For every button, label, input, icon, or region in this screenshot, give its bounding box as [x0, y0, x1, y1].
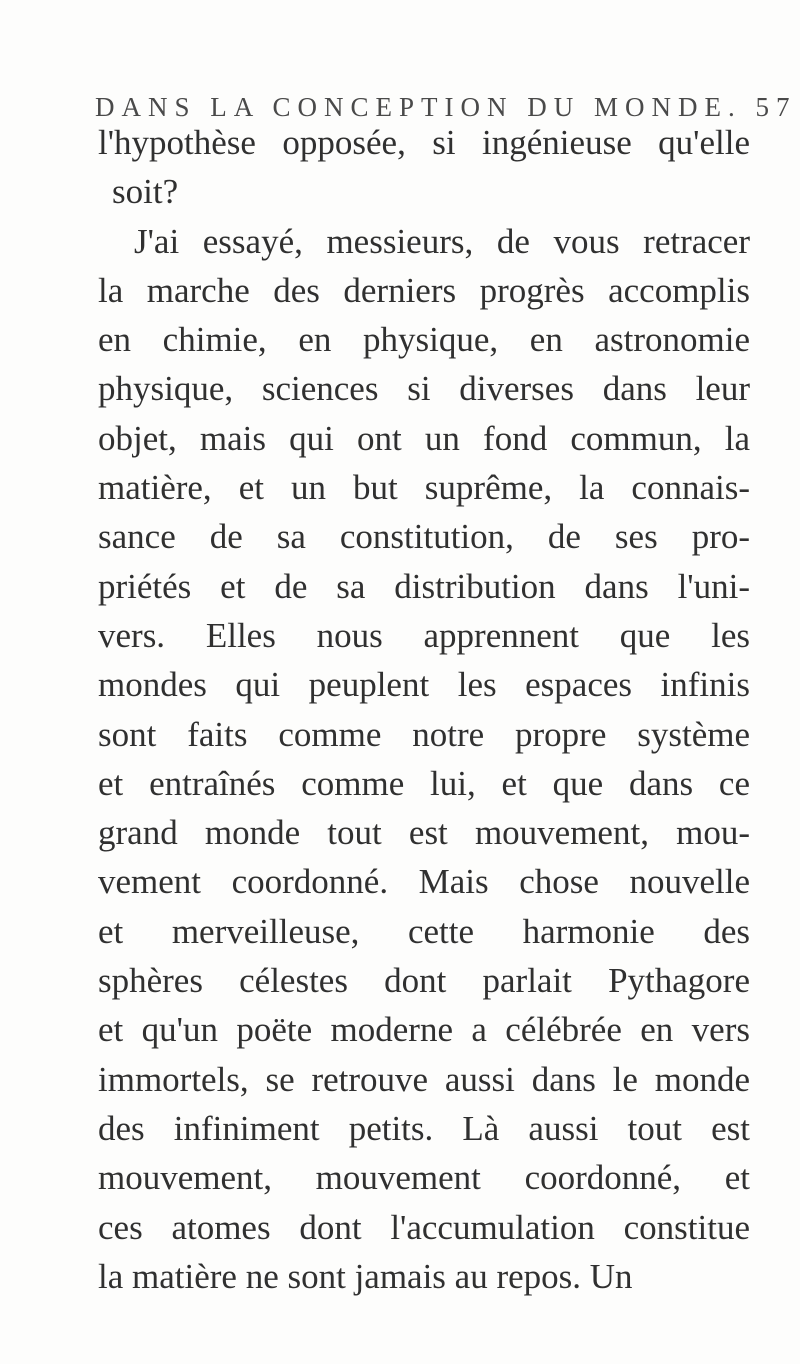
text-line: vers. Elles nous apprennent que les — [98, 615, 750, 655]
text-line: des infiniment petits. Là aussi tout est — [98, 1108, 750, 1148]
text-line: J'ai essayé, messieurs, de vous retracer — [134, 221, 750, 261]
text-line: immortels, se retrouve aussi dans le monde — [98, 1059, 750, 1099]
text-line: et qu'un poëte moderne a célébrée en vers — [98, 1010, 750, 1050]
body-text — [98, 118, 750, 1301]
text-line: et entraînés comme lui, et que dans ce — [98, 763, 750, 803]
text-line: et merveilleuse, cette harmonie des — [98, 911, 750, 951]
running-head: DANS LA CONCEPTION DU MONDE. 57 — [95, 92, 797, 122]
text-line: physique, sciences si diverses dans leur — [98, 369, 750, 409]
text-line: grand monde tout est mouvement, mou- — [98, 813, 750, 853]
text-line: sance de sa constitution, de ses pro- — [98, 517, 750, 557]
text-line: soit? — [112, 172, 179, 212]
text-line: la marche des derniers progrès accomplis — [98, 270, 750, 310]
text-line: priétés et de sa distribution dans l'uni- — [98, 566, 750, 606]
text-line: ces atomes dont l'accumulation constitue — [98, 1207, 750, 1247]
text-line: sont faits comme notre propre système — [98, 714, 750, 754]
text-line: mondes qui peuplent les espaces infinis — [98, 665, 750, 705]
text-line: objet, mais qui ont un fond commun, la — [98, 418, 750, 458]
text-line: sphères célestes dont parlait Pythagore — [98, 961, 750, 1001]
text-line: en chimie, en physique, en astronomie — [98, 320, 750, 360]
text-line: l'hypothèse opposée, si ingénieuse qu'elle — [98, 123, 750, 162]
text-line: vement coordonné. Mais chose nouvelle — [98, 862, 750, 902]
text-line: la matière ne sont jamais au repos. Un — [98, 1256, 633, 1296]
text-line: matière, et un but suprême, la connais- — [98, 468, 750, 508]
text-line: mouvement, mouvement coordonné, et — [98, 1158, 750, 1198]
